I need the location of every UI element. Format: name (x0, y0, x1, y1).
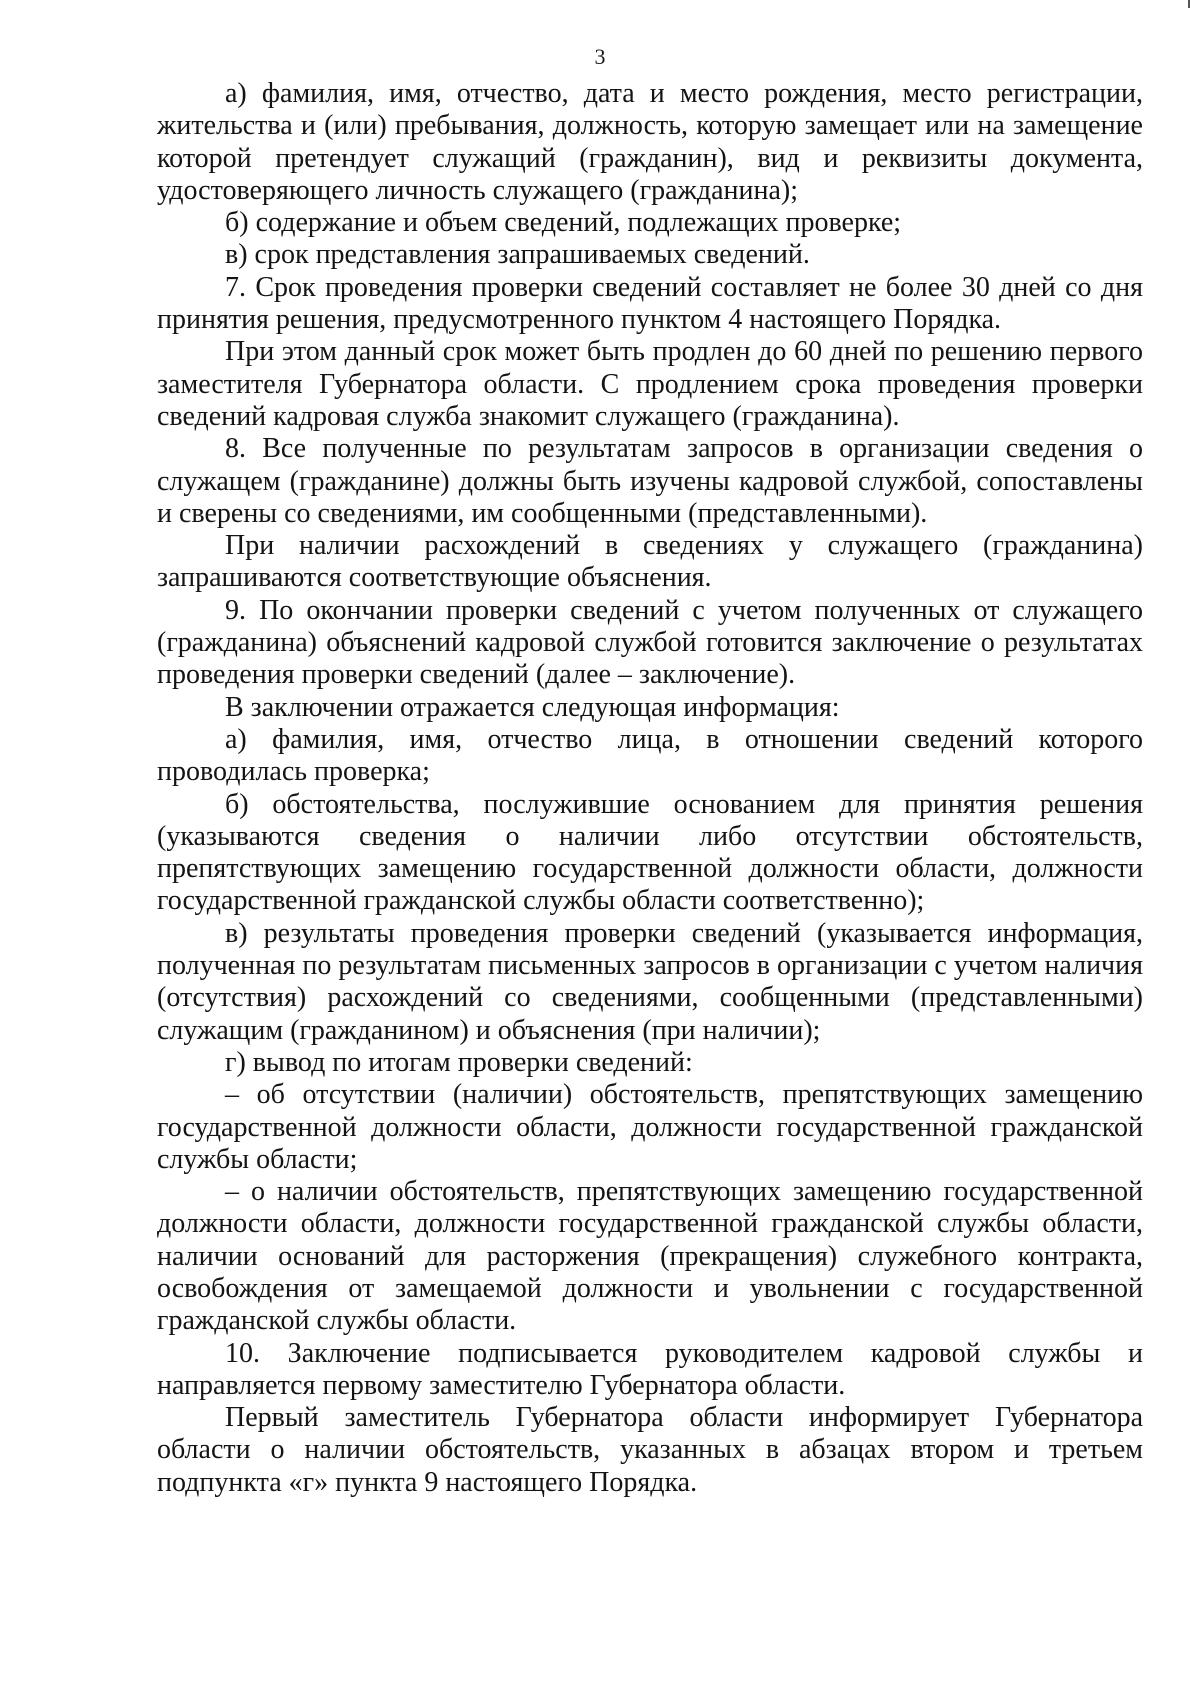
document-body (157, 78, 1143, 1499)
scan-mark (1188, 0, 1190, 8)
paragraph-9d: г) вывод по итогам проверки сведений: (225, 1046, 693, 1078)
paragraph-6a: а) фамилия, имя, отчество, дата и место рождения, место регистрации, жительства и (или) пребывания, должность, которую замещает или на замещение которой претендует служащий (гражданин), вид и реквизиты документа, удостоверяющего личность служащего (гражданина); (157, 78, 1143, 206)
paragraph-10-governor: Первый заместитель Губернатора области информирует Губернатора области о наличии обстоятельств, указанных в абзацах втором и третьем подпункта «г» пункта 9 настоящего Порядка. (157, 1402, 1143, 1498)
page-number: 3 (594, 44, 606, 69)
paragraph-7-extension: При этом данный срок может быть продлен до 60 дней по решению первого заместителя Губернатора области. С продлением срока проведения проверки сведений кадровая служба знакомит служащего (гражданина). (157, 336, 1143, 432)
paragraph-9a: а) фамилия, имя, отчество лица, в отношении сведений которого проводилась проверка; (157, 723, 1143, 788)
paragraph-9d-item-2: – о наличии обстоятельств, препятствующих замещению государственной должности области, должности государственной гражданской службы области, наличии оснований для расторжения (прекращения) служебного контракта, освобождения от замещаемой должности и увольнении с государственной гражданской службы области. (157, 1176, 1143, 1337)
paragraph-6c: в) срок представления запрашиваемых сведений. (225, 239, 810, 271)
paragraph-8: 8. Все полученные по результатам запросов в организации сведения о служащем (гражданине) должны быть изучены кадровой службой, сопоставлены и сверены со сведениями, им сообщенными (представленными). (157, 433, 1143, 529)
paragraph-9c: в) результаты проведения проверки сведений (указывается информация, полученная по результатам письменных запросов в организации с учетом наличия (отсутствия) расхождений со сведениями, сообщенными (представленными) служащим (гражданином) и объяснения (при наличии); (157, 917, 1143, 1046)
paragraph-7: 7. Срок проведения проверки сведений составляет не более 30 дней со дня принятия решения, предусмотренного пунктом 4 настоящего Порядка. (157, 271, 1143, 336)
paragraph-10: 10. Заключение подписывается руководителем кадровой службы и направляется первому заместителю Губернатора области. (157, 1337, 1143, 1401)
paragraph-8-discrepancies: При наличии расхождений в сведениях у служащего (гражданина) запрашиваются соответствующие объяснения. (157, 530, 1143, 594)
paragraph-9: 9. По окончании проверки сведений с учетом полученных от служащего (гражданина) объяснений кадровой службой готовится заключение о результатах проведения проверки сведений (далее – заключение). (157, 594, 1143, 691)
paragraph-9-conclusion-intro: В заключении отражается следующая информация: (225, 691, 840, 723)
paragraph-6b: б) содержание и объем сведений, подлежащих проверке; (225, 207, 902, 239)
paragraph-9d-item-1: – об отсутствии (наличии) обстоятельств, препятствующих замещению государственной должности области, должности государственной гражданской службы области; (157, 1079, 1143, 1175)
paragraph-9b: б) обстоятельства, послужившие основанием для принятия решения (указываются сведения о наличии либо отсутствии обстоятельств, препятствующих замещению государственной должности области, должности государственной гражданской службы области соответственно); (157, 788, 1143, 917)
